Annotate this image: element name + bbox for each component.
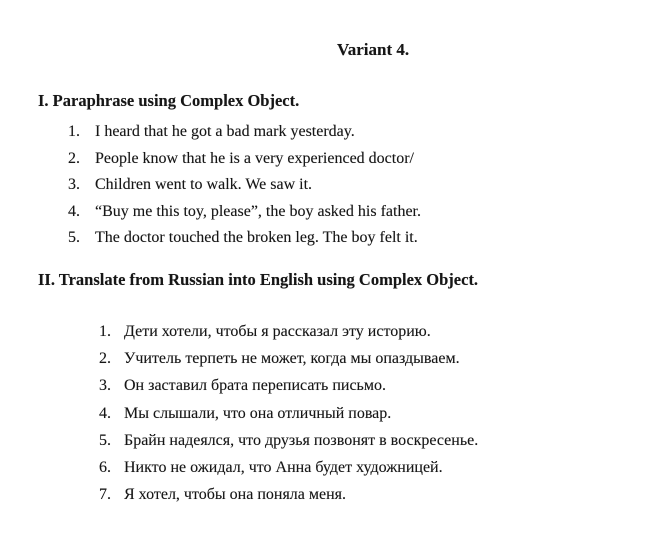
section-2-list [99,318,478,508]
list-item: Children went to walk. We saw it. [95,176,313,193]
list-item: The doctor touched the broken leg. The boy felt it. [95,229,418,246]
list-item: People know that he is a very experienced doctor/ [95,149,414,167]
document-title: Variant 4. [337,40,410,59]
list-item: Никто не ожидал, что Анна будет художницей. [124,459,443,477]
list-item: “Buy me this toy, please”, the boy asked his father. [95,202,421,220]
list-item: Учитель терпеть не может, когда мы опаздываем. [124,350,460,368]
section-1-heading: I. Paraphrase using Complex Object. [38,91,300,110]
list-item: Брайн надеялся, что друзья позвонят в воскресенье. [124,431,479,449]
list-item: I heard that he got a bad mark yesterday. [95,123,355,140]
list-item: Он заставил брата переписать письмо. [124,377,386,395]
list-item: Мы слышали, что она отличный повар. [124,404,392,422]
list-item: Дети хотели, чтобы я рассказал эту историю. [124,323,431,340]
section-1-list [68,119,421,252]
list-item: Я хотел, чтобы она поняла меня. [124,486,347,504]
section-2-heading: II. Translate from Russian into English using Complex Object. [38,270,479,289]
